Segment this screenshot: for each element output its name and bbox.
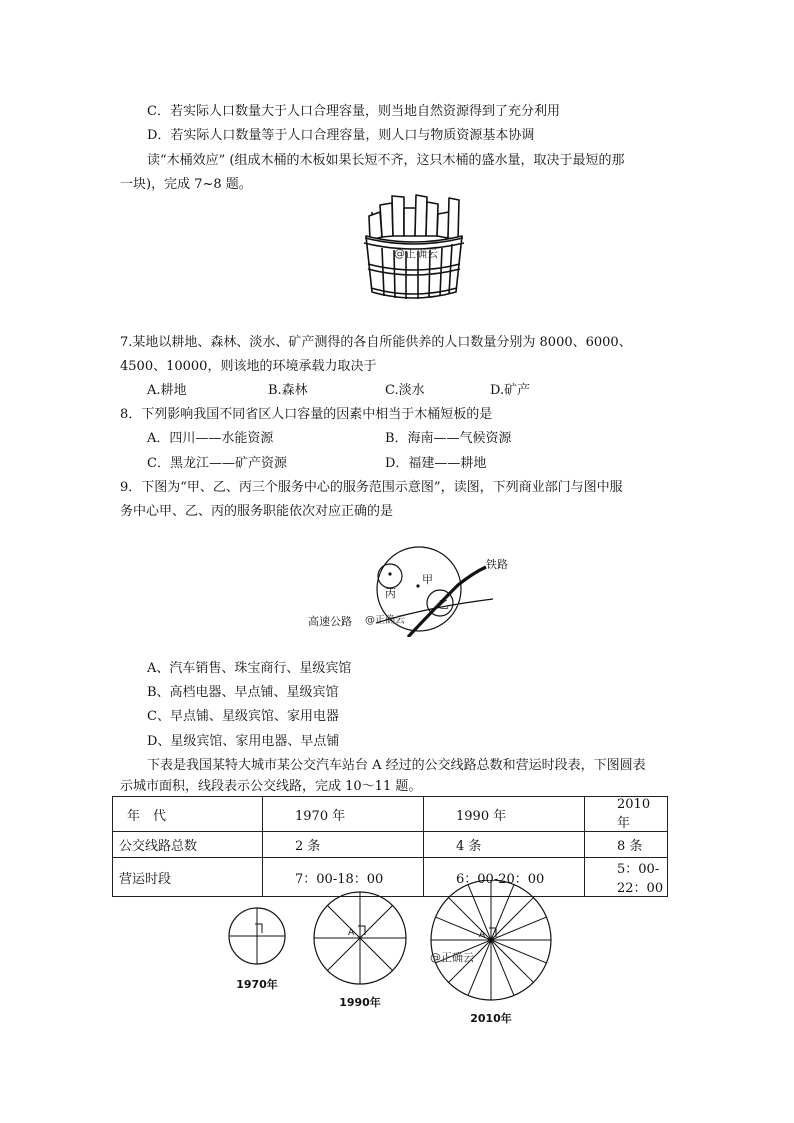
wooden-barrel-figure	[360, 192, 470, 304]
table-cell: 5：00-22：00	[585, 858, 668, 897]
q7-stem-line-1: 7.某地以耕地、森林、淡水、矿产测得的各自所能供养的人口数量分别为 8000、6000、	[120, 335, 632, 350]
intro-line-1: 读“木桶效应” (组成木桶的木板如果长短不齐，这只木桶的盛水量，取决于最短的那	[147, 153, 625, 168]
q8-option-b: B．海南——气候资源	[385, 431, 512, 446]
table-header-cell: 2010 年	[585, 797, 668, 832]
q8-stem: 8．下列影响我国不同省区人口容量的因素中相当于木桶短板的是	[120, 407, 493, 422]
watermark-text: @正确云	[430, 951, 474, 964]
table-cell: 4 条	[424, 832, 585, 858]
label-railway: 铁路	[486, 558, 508, 571]
q8-option-d: D．福建——耕地	[385, 456, 487, 471]
label-bing: 丙	[385, 587, 396, 600]
table-cell: 6：00-20：00	[424, 858, 585, 897]
q7-option-a: A.耕地	[147, 383, 187, 398]
q9-option-a: A、汽车销售、珠宝商行、星级宾馆	[147, 661, 352, 676]
q9-option-c: C、早点铺、星级宾馆、家用电器	[147, 709, 339, 724]
table-header-cell: 年 代	[113, 797, 263, 832]
table-cell: 8 条	[585, 832, 668, 858]
jia-center-dot	[416, 584, 419, 587]
table-cell: 营运时段	[113, 858, 263, 897]
station-a-marker	[255, 924, 262, 933]
table-cell: 公交线路总数	[113, 832, 263, 858]
intro-line-2: 一块)，完成 7~8 题。	[120, 177, 252, 192]
bing-center-dot	[388, 572, 391, 575]
year-label: 1970年	[236, 978, 278, 991]
station-a-label: A	[348, 928, 355, 938]
q9-option-d: D、星级宾馆、家用电器、早点铺	[147, 734, 340, 749]
table-row	[113, 832, 668, 858]
label-yi: 乙	[438, 598, 449, 611]
table-row	[113, 797, 668, 832]
q7-stem-line-2: 4500、10000，则该地的环境承载力取决于	[120, 359, 377, 374]
table-header-cell: 1990 年	[424, 797, 585, 832]
station-a-label: A	[479, 930, 486, 940]
q7-option-c: C.淡水	[385, 383, 425, 398]
table-cell: 7：00-18：00	[263, 858, 424, 897]
option-c-text: C．若实际人口数量大于人口合理容量，则当地自然资源得到了充分利用	[147, 104, 560, 119]
table-cell: 2 条	[263, 832, 424, 858]
service-center-map	[308, 545, 530, 637]
q8-option-a: A．四川——水能资源	[147, 431, 274, 446]
q7-option-b: B.森林	[268, 383, 308, 398]
year-label: 1990年	[339, 996, 381, 1009]
q10-intro-line-1: 下表是我国某特大城市某公交汽车站台 A 经过的公交线路总数和营运时段表，下图圆表	[147, 758, 646, 773]
bing-service-range	[378, 564, 402, 588]
option-d-text: D．若实际人口数量等于人口合理容量，则人口与物质资源基本协调	[147, 128, 535, 143]
label-jia: 甲	[422, 573, 433, 586]
q9-stem-line-2: 务中心甲、乙、丙的服务职能依次对应正确的是	[120, 504, 394, 519]
q9-stem-line-1: 9．下图为“甲、乙、丙三个服务中心的服务范围示意图”，读图，下列商业部门与图中服	[120, 480, 623, 495]
q7-option-d: D.矿产	[490, 383, 531, 398]
q10-intro-line-2: 示城市面积，线段表示公交线路，完成 10～11 题。	[120, 779, 422, 794]
table-header-cell: 1970 年	[263, 797, 424, 832]
label-highway: 高速公路	[308, 615, 352, 628]
city-bus-line-diagram	[220, 880, 560, 1030]
q9-option-b: B、高档电器、早点铺、星级宾馆	[147, 685, 339, 700]
q8-option-c: C．黑龙江——矿产资源	[147, 456, 287, 471]
watermark-text: @正确云	[394, 247, 438, 260]
watermark-text: @正确云	[365, 615, 405, 626]
year-label: 2010年	[470, 1012, 512, 1025]
